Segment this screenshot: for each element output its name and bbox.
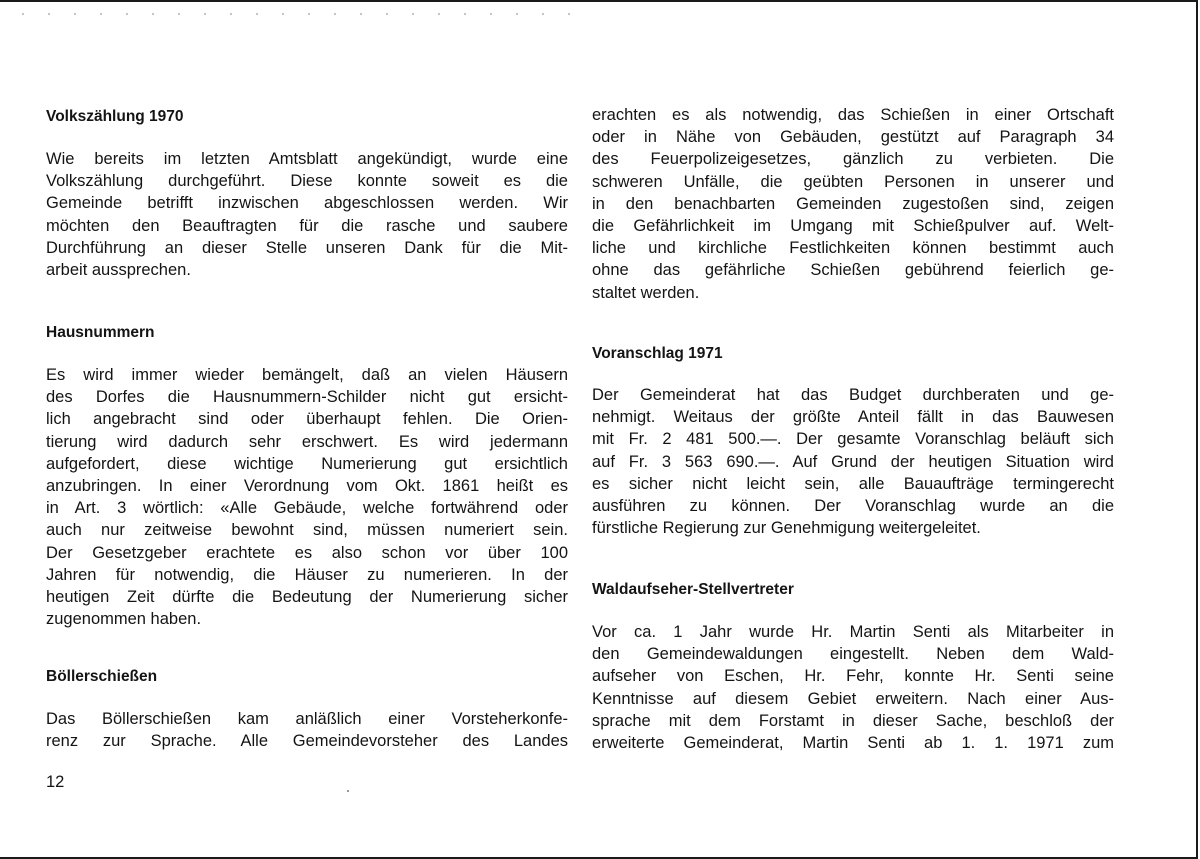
- text-line: auch nur zeitweise bewohnt sind, müssen numeriert sein.: [46, 521, 568, 540]
- text-line: liche und kirchliche Festlichkeiten können bestimmt auch: [592, 239, 1114, 258]
- text-line: ohne das gefährliche Schießen gebührend feierlich ge-: [592, 261, 1114, 280]
- text-line: schweren Unfälle, die geübten Personen in unserer und: [592, 172, 1114, 191]
- text-line: des Feuerpolizeigesetzes, gänzlich zu verbieten. Die: [592, 150, 1114, 169]
- paragraph-voranschlag: [592, 384, 1114, 539]
- text-line: anzubringen. In einer Verordnung vom Okt. 1861 heißt es: [46, 477, 568, 496]
- text-line: den Gemeindewaldungen eingestellt. Neben dem Wald-: [592, 645, 1114, 664]
- paragraph-volkszaehlung: [46, 148, 568, 281]
- text-line: renz zur Sprache. Alle Gemeindevorsteher des Landes: [46, 732, 568, 751]
- text-line: in den benachbarten Gemeinden zugestoßen sind, zeigen: [592, 194, 1114, 213]
- text-line: erweiterte Gemeinderat, Martin Senti ab 1. 1. 1971 zum: [592, 734, 1114, 753]
- text-line: es sicher nicht leicht sein, alle Bauaufträge termingerecht: [592, 474, 1114, 493]
- text-line: aufseher von Eschen, Hr. Fehr, konnte Hr. Senti seine: [592, 667, 1114, 686]
- paragraph-hausnummern: [46, 364, 568, 630]
- text-line: Volkszählung durchgeführt. Diese konnte soweit es die: [46, 172, 568, 191]
- text-line: heutigen Zeit dürfte die Bedeutung der Numerierung sicher: [46, 588, 568, 607]
- text-line: sprache mit dem Forstamt in dieser Sache, beschloß der: [592, 711, 1114, 730]
- text-line: zugenommen haben.: [46, 610, 202, 629]
- text-line: die Gefährlichkeit im Umgang mit Schießpulver auf. Welt-: [592, 217, 1114, 236]
- text-line: mit Fr. 2 481 500.—. Der gesamte Voranschlag beläuft sich: [592, 430, 1114, 449]
- text-line: staltet werden.: [592, 283, 700, 302]
- heading-waldaufseher: Waldaufseher-Stellvertreter: [592, 581, 794, 598]
- text-line: Es wird immer wieder bemängelt, daß an vielen Häusern: [46, 366, 568, 384]
- page-number: 12: [46, 773, 65, 791]
- text-line: lich angebracht sind oder überhaupt fehlen. Die Orien-: [46, 410, 568, 429]
- text-line: tierung wird dadurch sehr erschwert. Es wird jedermann: [46, 432, 568, 451]
- text-line: Gemeinde betrifft inzwischen abgeschlossen werden. Wir: [46, 194, 568, 213]
- text-line: möchten den Beauftragten für die rasche und saubere: [46, 216, 568, 235]
- text-line: auf Fr. 3 563 690.—. Auf Grund der heutigen Situation wird: [592, 452, 1114, 471]
- scan-speck: [347, 790, 349, 792]
- text-line: Das Böllerschießen kam anläßlich einer Vorsteherkonfe-: [46, 710, 568, 728]
- scan-specks: [10, 13, 590, 15]
- text-line: in Art. 3 wörtlich: «Alle Gebäude, welche fortwährend oder: [46, 499, 568, 518]
- text-line: aufgefordert, diese wichtige Numerierung gut ersichtlich: [46, 454, 568, 473]
- text-line: nehmigt. Weitaus der größte Anteil fällt in das Bauwesen: [592, 408, 1114, 427]
- paragraph-boellerschiessen: [46, 708, 568, 752]
- text-line: Der Gesetzgeber erachtete es also schon vor über 100: [46, 543, 568, 562]
- text-line: Wie bereits im letzten Amtsblatt angekündigt, wurde eine: [46, 150, 568, 168]
- text-line: Der Gemeinderat hat das Budget durchberaten und ge-: [592, 386, 1114, 404]
- heading-voranschlag: Voranschlag 1971: [592, 345, 723, 362]
- text-line: Durchführung an dieser Stelle unseren Dank für die Mit-: [46, 238, 568, 257]
- heading-boellerschiessen: Böllerschießen: [46, 668, 158, 685]
- heading-hausnummern: Hausnummern: [46, 324, 155, 341]
- text-line: Jahren für notwendig, die Häuser zu numerieren. In der: [46, 565, 568, 584]
- text-line: Kenntnisse auf diesem Gebiet erweitern. Nach einer Aus-: [592, 689, 1114, 708]
- text-line: oder in Nähe von Gebäuden, gestützt auf Paragraph 34: [592, 128, 1114, 147]
- text-line: des Dorfes die Hausnummern-Schilder nicht gut ersicht-: [46, 388, 568, 407]
- text-line: fürstliche Regierung zur Genehmigung weitergeleitet.: [592, 519, 981, 538]
- text-line: arbeit aussprechen.: [46, 261, 191, 280]
- text-line: erachten es als notwendig, das Schießen in einer Ortschaft: [592, 106, 1114, 124]
- text-line: ausführen zu können. Der Voranschlag wurde an die: [592, 497, 1114, 516]
- paragraph-boellerschiessen-continued: [592, 104, 1114, 304]
- heading-volkszaehlung: Volkszählung 1970: [46, 108, 184, 125]
- paragraph-waldaufseher: [592, 621, 1114, 754]
- text-line: Vor ca. 1 Jahr wurde Hr. Martin Senti als Mitarbeiter in: [592, 623, 1114, 641]
